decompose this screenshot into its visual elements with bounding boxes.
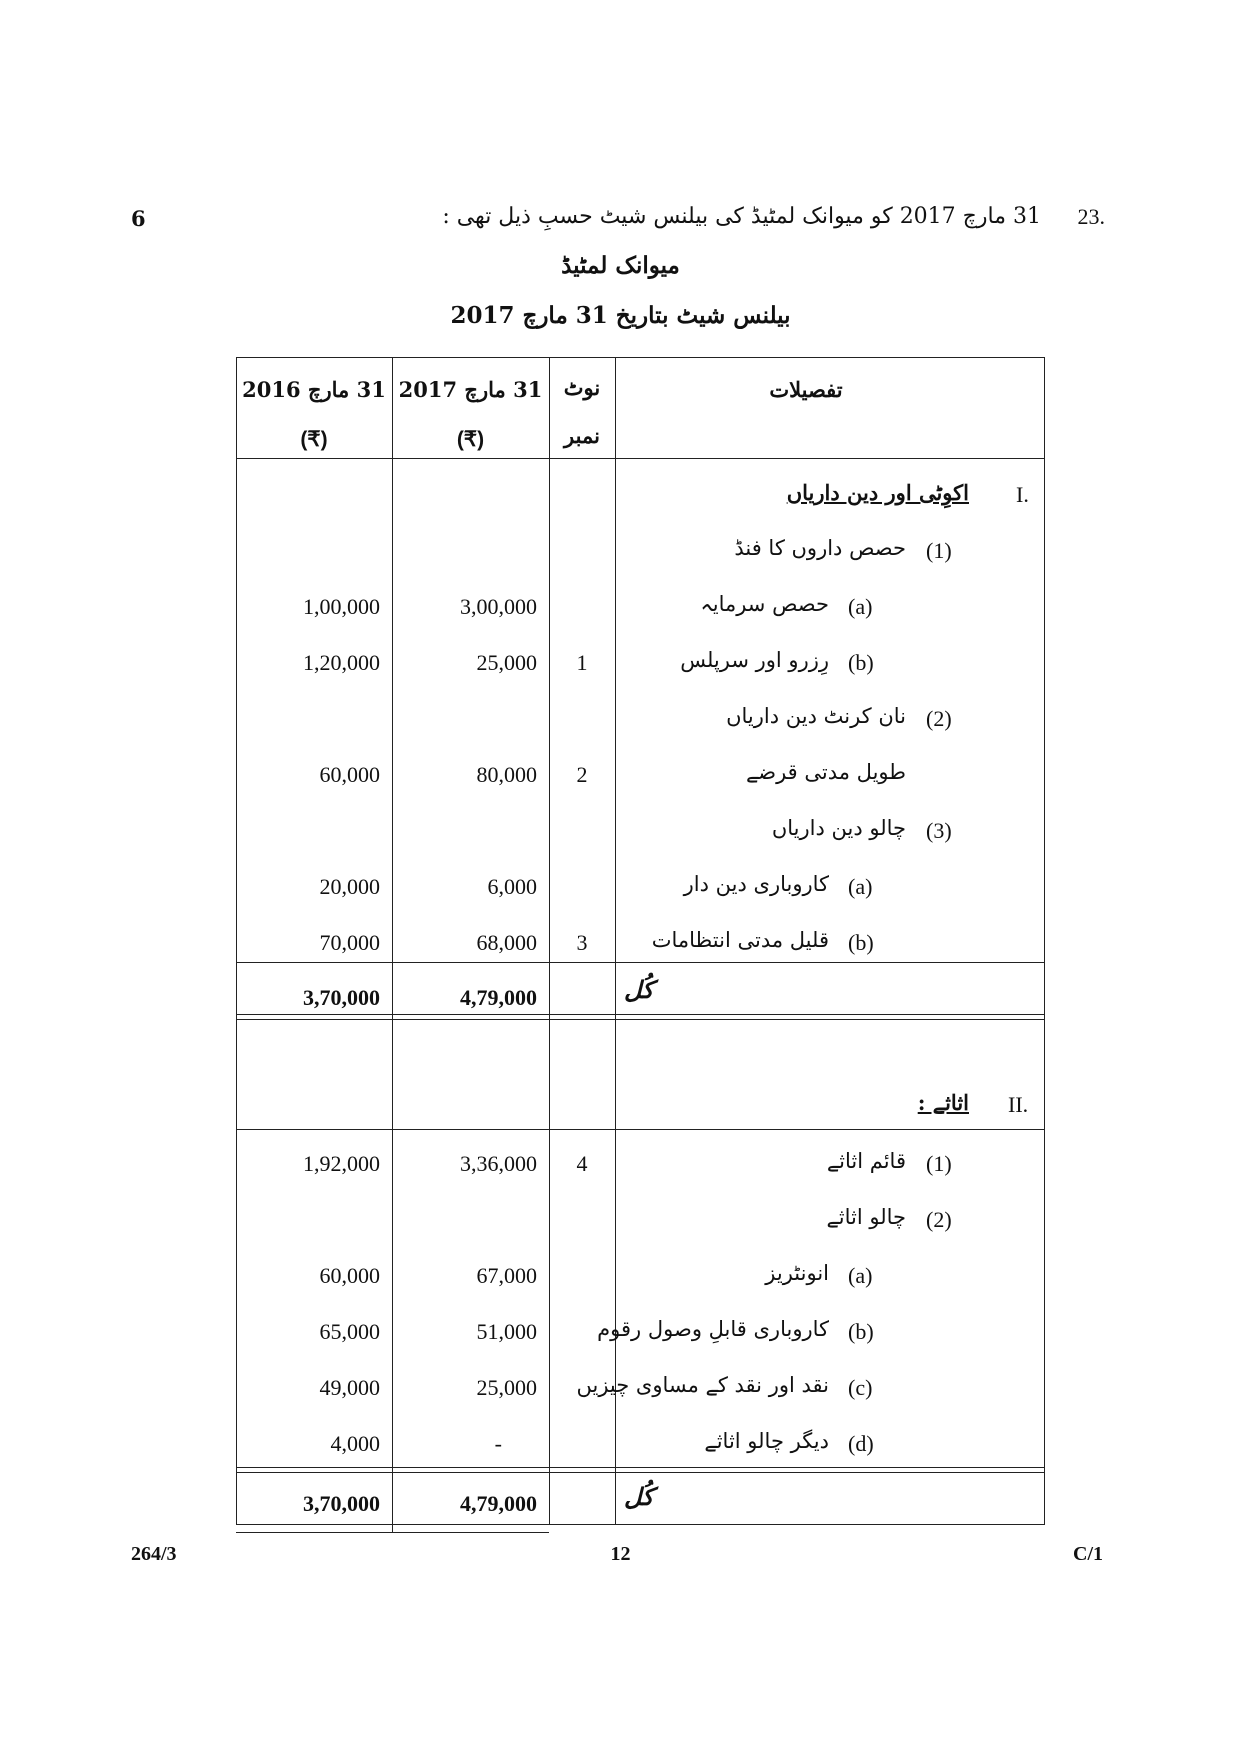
page-number: 12 <box>610 1543 631 1565</box>
header-rupee-2016: (₹) <box>300 428 328 451</box>
header-particulars: تفصیلات <box>769 377 843 402</box>
header-rupee-2017: (₹) <box>456 428 485 451</box>
section1-title: اکوِٹی اور دین داریاں <box>786 480 969 505</box>
company-name: میوانک لمٹیڈ <box>561 252 680 279</box>
section1-roman: I. <box>1016 482 1029 507</box>
header-year-2016: 31 مارچ 2016 <box>242 377 386 402</box>
balance-sheet-table: 31 مارچ 2016 31 مارچ 2017 (₹) (₹) نوٹ نمبر تفصیلات I. اکوِٹی اور دین داریاں (1) حصص داروں کا فنڈ (a) حصص سرمایہ 3,00,000 1,00,000 (b) رِزرو اور سرپلس 1 25,000 1,20,000 (2) نان کرنٹ دین داریاں طویل مدتی قرضے 2 80,000 60,000 (3) چالو دین داریاں (a) کاروباری دین دار 6,000 20,000 (b) قلیل مدتی انتظامات 3 68,000 70,000 کُل 4,79,000 3,70,000 II. اثاثے : (1) قائم اثاثے 4 3,36,000 1,92,000 (2) چالو اثاثے (a) انونٹریز 67,000 60,000 (b) کاروباری قابلِ وصول رقوم 51,000 65,000 (c) نقد اور نقد کے مساوی چیزیں 25,000 49,000 (d) دیگر چالو اثاثے - 4,000 کُل 4,79,000 3,70,000 <box>236 357 1045 1525</box>
header-year-2017: 31 مارچ 2017 <box>398 377 543 402</box>
header-note-line1: نوٹ <box>563 375 601 400</box>
question-text: 31 مارچ 2017 کو میوانک لمٹیڈ کی بیلنس شیٹ حسبِ ذیل تھی : <box>442 204 1041 229</box>
section2-roman: II. <box>1008 1092 1029 1117</box>
question-number: .23 <box>1077 204 1105 229</box>
statement-title: بیلنس شیٹ بتاریخ 31 مارچ 2017 <box>450 302 791 329</box>
paper-code: 264/3 <box>131 1543 177 1565</box>
section2-title: اثاثے : <box>917 1090 969 1115</box>
header-note-line2: نمبر <box>564 423 600 448</box>
marks: 6 <box>131 206 146 231</box>
set-code: C/1 <box>1073 1543 1103 1565</box>
